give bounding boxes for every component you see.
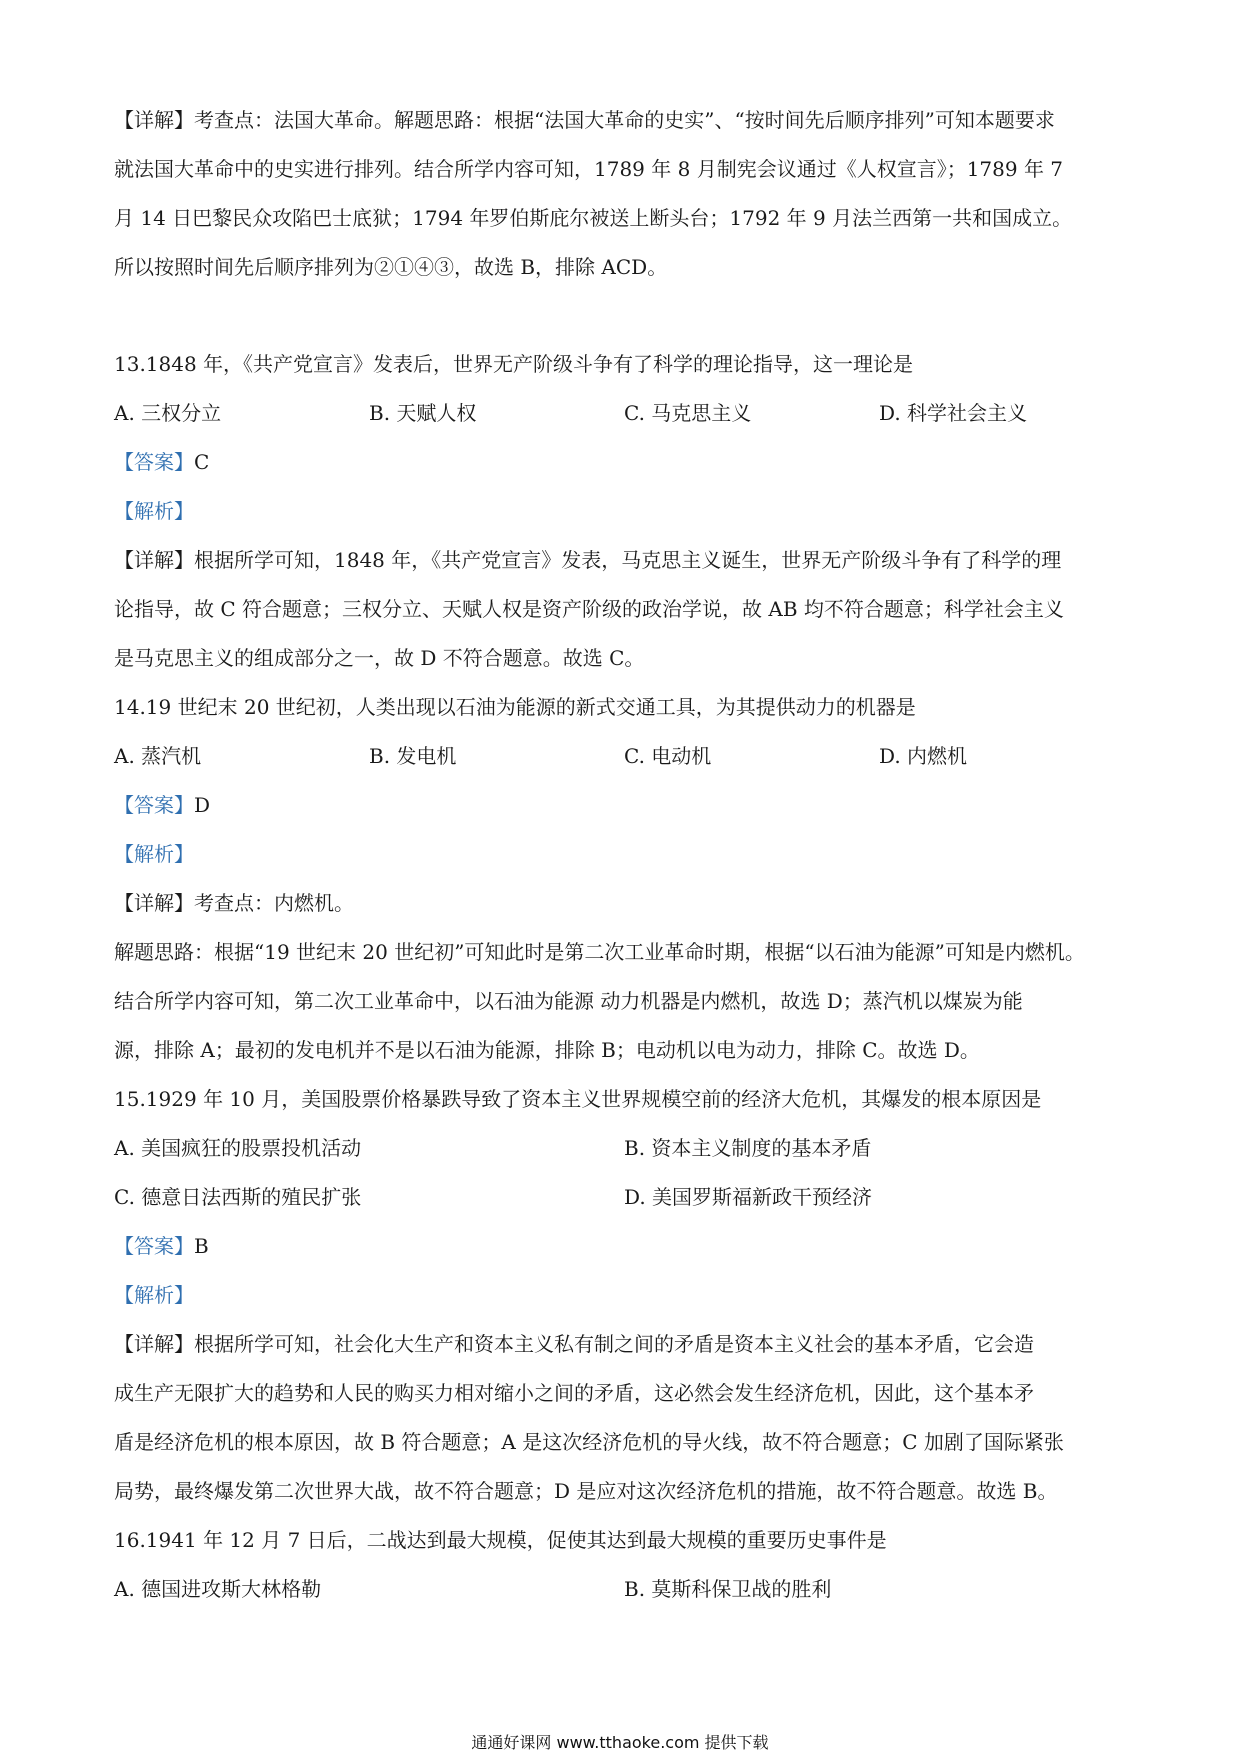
q14-option-c: C. 电动机 [624,744,712,768]
q14-detail-line-2: 解题思路：根据“19 世纪末 20 世纪初”可知此时是第二次工业革命时期，根据“以石油为能源”可知是内燃机。 [114,940,1085,964]
q13-answer [114,438,1134,487]
q13-option-c: C. 马克思主义 [624,401,752,425]
q15-analysis [114,1271,1134,1320]
q14-detail-line-1 [114,879,1134,928]
q15-stem: 15.1929 年 10 月，美国股票价格暴跌导致了资本主义世界规模空前的经济大危机，其爆发的根本原因是 [114,1087,1042,1111]
q13-option-d: D. 科学社会主义 [879,401,1028,425]
answer-label: 【答案】 [114,1234,194,1258]
q12-detail-line-1: 【详解】考查点：法国大革命。解题思路：根据“法国大革命的史实”、“按时间先后顺序排列”可知本题要求 [114,108,1055,132]
q13-option-b: B. 天赋人权 [369,401,477,425]
q15-answer [114,1222,1134,1271]
q15-answer-value: B [194,1234,209,1258]
q14-options [114,732,1134,781]
q14-answer-value: D [194,793,211,817]
answer-label: 【答案】 [114,793,194,817]
q15-options-row-1 [114,1124,1134,1173]
q15-option-b: B. 资本主义制度的基本矛盾 [624,1136,872,1160]
q13-detail-text-1: 根据所学可知，1848 年，《共产党宣言》发表，马克思主义诞生，世界无产阶级斗争有了科学的理 [194,548,1062,572]
q14-detail-text-1: 考查点：内燃机。 [194,891,354,915]
q13-detail-line-3: 是马克思主义的组成部分之一，故 D 不符合题意。故选 C。 [114,646,645,670]
q13-option-a: A. 三权分立 [114,401,222,425]
q15-detail-line-2: 成生产无限扩大的趋势和人民的购买力相对缩小之间的矛盾，这必然会发生经济危机，因此，这个基本矛 [114,1381,1034,1405]
q16-option-b: B. 莫斯科保卫战的胜利 [624,1577,832,1601]
analysis-label: 【解析】 [114,499,194,523]
document-page [114,96,1134,1614]
q15-detail-text-1: 根据所学可知，社会化大生产和资本主义私有制之间的矛盾是资本主义社会的基本矛盾，它会造 [194,1332,1034,1356]
q13-detail-line-1 [114,536,1134,585]
q14-answer [114,781,1134,830]
q13-detail-line-2: 论指导，故 C 符合题意；三权分立、天赋人权是资产阶级的政治学说，故 AB 均不符合题意；科学社会主义 [114,597,1064,621]
q15-detail-line-3: 盾是经济危机的根本原因，故 B 符合题意；A 是这次经济危机的导火线，故不符合题意；C 加剧了国际紧张 [114,1430,1064,1454]
answer-label: 【答案】 [114,450,194,474]
q14-analysis [114,830,1134,879]
q15-option-d: D. 美国罗斯福新政干预经济 [624,1185,873,1209]
q14-option-d: D. 内燃机 [879,744,968,768]
analysis-label: 【解析】 [114,842,194,866]
detail-label: 【详解】 [114,891,194,915]
q14-option-a: A. 蒸汽机 [114,744,202,768]
q12-detail-line-2: 就法国大革命中的史实进行排列。结合所学内容可知，1789 年 8 月制宪会议通过《人权宣言》；1789 年 7 [114,157,1064,181]
q16-stem: 16.1941 年 12 月 7 日后，二战达到最大规模，促使其达到最大规模的重要历史事件是 [114,1528,887,1552]
q15-detail-line-4: 局势，最终爆发第二次世界大战，故不符合题意；D 是应对这次经济危机的措施，故不符合题意。故选 B。 [114,1479,1058,1503]
q12-detail-line-4: 所以按照时间先后顺序排列为②①④③，故选 B，排除 ACD。 [114,255,668,279]
q16-options-row-1 [114,1565,1134,1614]
q14-stem: 14.19 世纪末 20 世纪初，人类出现以石油为能源的新式交通工具，为其提供动力的机器是 [114,695,916,719]
q15-detail-line-1 [114,1320,1134,1369]
page-footer: 通通好课网 www.tthaoke.com 提供下载 [471,1733,769,1752]
q14-option-b: B. 发电机 [369,744,457,768]
q13-answer-value: C [194,450,210,474]
q15-option-a: A. 美国疯狂的股票投机活动 [114,1136,362,1160]
detail-label: 【详解】 [114,548,194,572]
q16-option-a: A. 德国进攻斯大林格勒 [114,1577,322,1601]
q13-options [114,389,1134,438]
analysis-label: 【解析】 [114,1283,194,1307]
q13-analysis [114,487,1134,536]
q12-detail-line-3: 月 14 日巴黎民众攻陷巴士底狱；1794 年罗伯斯庇尔被送上断头台；1792 年 9 月法兰西第一共和国成立。 [114,206,1073,230]
q13-stem: 13.1848 年，《共产党宣言》发表后，世界无产阶级斗争有了科学的理论指导，这一理论是 [114,352,914,376]
q14-detail-line-4: 源，排除 A；最初的发电机并不是以石油为能源，排除 B；电动机以电为动力，排除 C。故选 D。 [114,1038,980,1062]
q15-option-c: C. 德意日法西斯的殖民扩张 [114,1185,362,1209]
detail-label: 【详解】 [114,1332,194,1356]
q15-options-row-2 [114,1173,1134,1222]
q14-detail-line-3: 结合所学内容可知，第二次工业革命中，以石油为能源 动力机器是内燃机，故选 D；蒸汽机以煤炭为能 [114,989,1023,1013]
